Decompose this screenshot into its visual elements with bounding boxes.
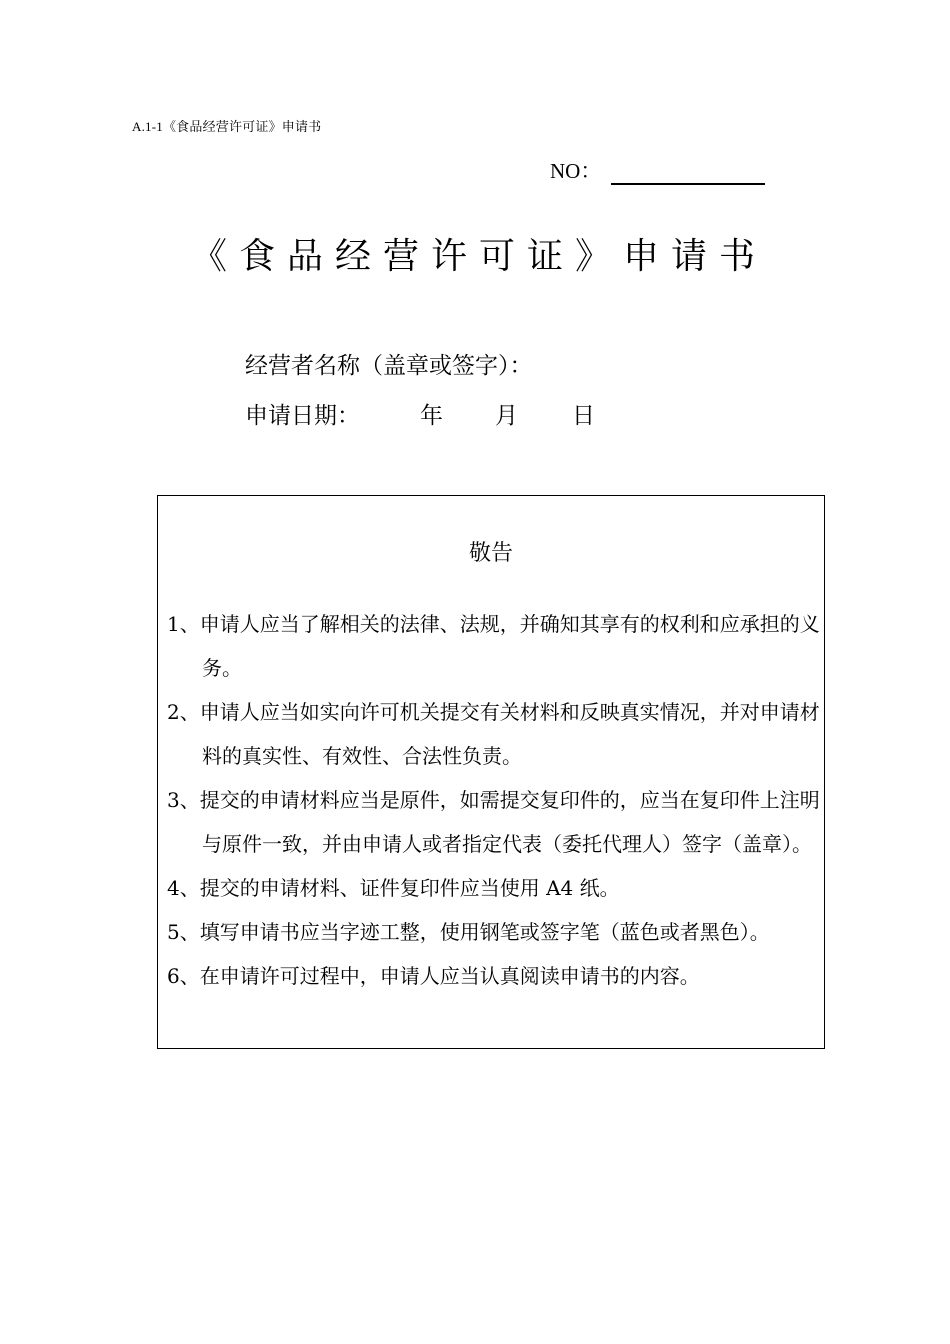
year-unit: 年 [420, 403, 443, 429]
operator-name-field: 经营者名称（盖章或签字）： [245, 353, 533, 379]
notice-box [157, 495, 825, 1049]
form-code-label: A.1-1《食品经营许可证》申请书 [132, 119, 322, 134]
notice-item: 4、提交的申请材料、证件复印件应当使用 A4 纸。 [167, 876, 620, 900]
application-date-field [245, 397, 595, 430]
document-number [550, 150, 765, 185]
notice-title: 敬告 [468, 541, 513, 566]
notice-item: 2、申请人应当如实向许可机关提交有关材料和反映真实情况，并对申请材料的真实性、有效性、合法性负责。 [167, 700, 820, 768]
document-number-label: NO： [550, 159, 602, 183]
notice-item: 6、在申请许可过程中，申请人应当认真阅读申请书的内容。 [167, 964, 700, 988]
notice-item: 3、提交的申请材料应当是原件，如需提交复印件的，应当在复印件上注明与原件一致，并由申请人或者指定代表（委托代理人）签字（盖章）。 [167, 788, 820, 856]
day-unit: 日 [572, 403, 595, 429]
document-number-blank [611, 150, 765, 185]
application-date-label: 申请日期： [245, 403, 360, 429]
notice-list [167, 602, 823, 998]
month-unit: 月 [495, 403, 518, 429]
notice-item: 5、填写申请书应当字迹工整，使用钢笔或签字笔（蓝色或者黑色）。 [167, 920, 770, 944]
document-title: 《食品经营许可证》申请书 [190, 236, 767, 277]
notice-item: 1、申请人应当了解相关的法律、法规，并确知其享有的权利和应承担的义务。 [167, 612, 820, 680]
